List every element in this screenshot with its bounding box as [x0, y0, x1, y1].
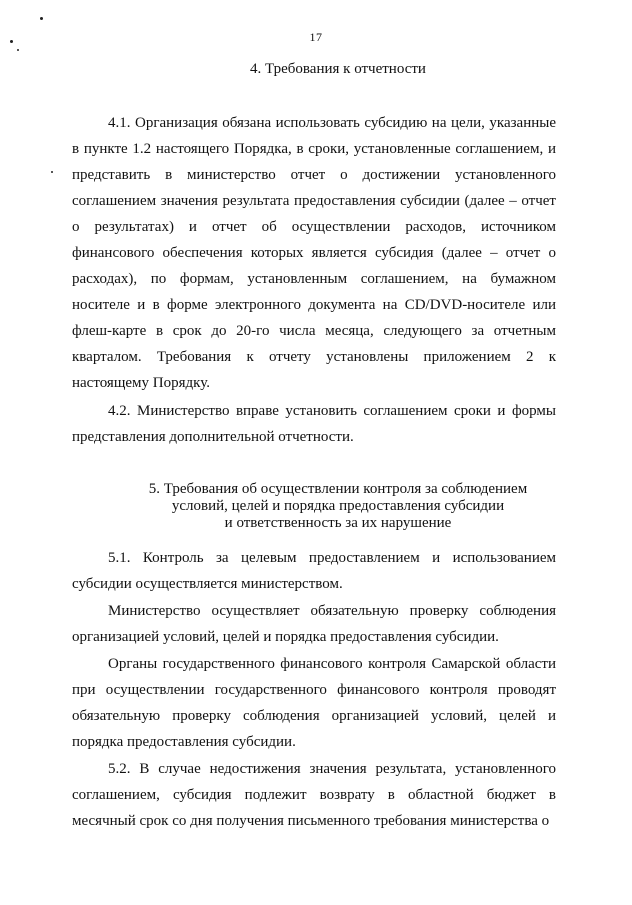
paragraph-4-2: 4.2. Министерство вправе установить соглашением сроки и формы представления дополнительной отчетности.: [72, 403, 556, 445]
paragraph-5-2: 5.2. В случае недостижения значения результата, установленного соглашением, субсидия подлежит возврату в областной бюджет в месячный срок со дня получения письменного требования министерства о: [72, 761, 556, 829]
section-4-heading: 4. Требования к отчетности: [250, 61, 426, 77]
section-5-heading-line: и ответственность за их нарушение: [224, 515, 452, 531]
scan-speck: [40, 17, 43, 20]
paragraph-5-1-c: Органы государственного финансового контроля Самарской области при осуществлении государственного финансового контроля проводят обязательную проверку соблюдения организацией условий, целей и порядка предоставления субсидии.: [72, 656, 556, 750]
section-5-heading: [60, 481, 616, 532]
paragraph-4-1: 4.1. Организация обязана использовать субсидию на цели, указанные в пункте 1.2 настоящего Порядка, в сроки, установленные соглашением, и представить в министерство отчет о достижении установленного соглашением значения результата предоставления субсидии (далее – отчет о результатах) и отчет об осуществлении расходов, источником финансового обеспечения которых является субсидия (далее – отчет о расходах), по формам, установленным соглашением, на бумажном носителе и в форме электронного документа на CD/DVD-носителе или флеш-карте в срок до 20-го числа месяца, следующего за отчетным кварталом. Требования к отчету установлены приложением 2 к настоящему Порядку.: [72, 115, 556, 391]
scan-speck: [51, 171, 53, 173]
section-5-heading-line: условий, целей и порядка предоставления субсидии: [171, 498, 505, 514]
paragraph-5-1-b: Министерство осуществляет обязательную проверку соблюдения организацией условий, целей и порядка предоставления субсидии.: [72, 603, 556, 645]
scan-speck: [17, 49, 19, 51]
section-5-heading-line: 5. Требования об осуществлении контроля за соблюдением: [148, 481, 528, 497]
paragraph-5-1: 5.1. Контроль за целевым предоставлением и использованием субсидии осуществляется министерством.: [72, 550, 556, 592]
page-number: 17: [309, 30, 323, 44]
